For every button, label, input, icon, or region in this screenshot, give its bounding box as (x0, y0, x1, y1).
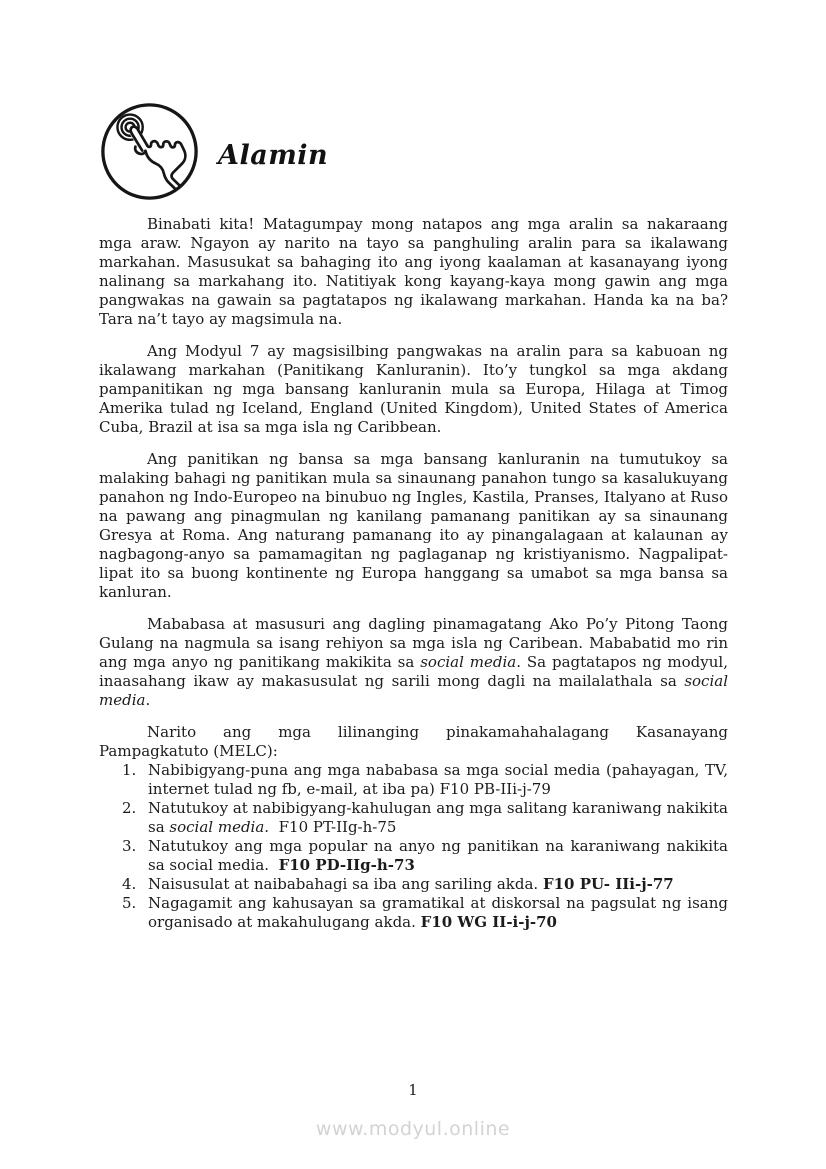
melc-item-text (148, 761, 728, 799)
item-text-italic: social media. (169, 818, 270, 836)
paragraph-text: Mababasa at masusuri ang dagling pinamagatang Ako Po’y Pitong Taong Gulang na nagmula sa isang rehiyon sa mga isla ng Caribean. Mababatid mo rin ang mga anyo ng panitikang makikita sa (99, 615, 728, 671)
paragraph-text: . (145, 691, 151, 709)
melc-item-number: 5. (122, 894, 137, 912)
melc-item-number: 4. (122, 875, 137, 893)
item-text: Nagagamit ang kahusayan sa gramatikal at diskorsal na pagsulat ng isang organisado at makahulugang akda. (148, 894, 728, 931)
item-text: Natutukoy at nabibigyang-kahulugan ang mga salitang karaniwang nakikita sa (148, 799, 728, 836)
item-code-bold: F10 WG II-i-j-70 (420, 913, 557, 931)
melc-item-number: 2. (122, 799, 137, 817)
item-code: F10 PT-IIg-h-75 (269, 818, 397, 836)
paragraph-text-italic: social media (99, 672, 728, 709)
intro-paragraph-4 (99, 615, 728, 710)
section-header (99, 100, 728, 202)
page-title: Alamin (218, 139, 329, 171)
melc-item-1 (99, 761, 728, 799)
melc-item-text (148, 894, 728, 932)
melc-item-text (148, 837, 728, 875)
melc-list (99, 761, 728, 932)
melc-item-text (148, 875, 728, 894)
melc-item-3 (99, 837, 728, 875)
melc-item-number: 1. (122, 761, 137, 779)
tap-hand-icon (99, 101, 200, 202)
intro-paragraph-1: Binabati kita! Matagumpay mong natapos ang mga aralin sa nakaraang mga araw. Ngayon ay narito na tayo sa panghuling aralin para sa ikalawang markahan. Masusukat sa bahaging ito ang iyong kaalaman at kasanayang iyong nalinang sa markahang ito. Natitiyak kong kayang-kaya mong gawin ang mga pangwakas na gawain sa pagtatapos ng ikalawang markahan. Handa ka na ba? Tara na’t tayo ay magsimula na. (99, 215, 728, 328)
melc-item-number: 3. (122, 837, 137, 855)
item-text: Nabibigyang-puna ang mga nababasa sa mga social media (pahayagan, TV, internet tulad ng fb, e-mail, at iba pa) F10 PB-IIi-j-79 (148, 761, 728, 798)
melc-lead-paragraph: Narito ang mga lilinanging pinakamahahalagang Kasanayang Pampagkatuto (MELC): (99, 723, 728, 760)
item-code-bold: F10 PD-IIg-h-73 (278, 856, 415, 874)
paragraph-text: . Sa pagtatapos ng modyul, inaasahang ikaw ay makasusulat ng sarili mong dagli na mailalathala sa (99, 653, 728, 690)
item-text: Natutukoy ang mga popular na anyo ng panitikan na karaniwang nakikita sa social media. (148, 837, 728, 874)
melc-item-4 (99, 875, 728, 894)
page-content (99, 100, 728, 932)
intro-paragraph-3: Ang panitikan ng bansa sa mga bansang kanluranin na tumutukoy sa malaking bahagi ng panitikan mula sa sinaunang panahon tungo sa kasalukuyang panahon ng Indo-Europeo na binubuo ng Ingles, Kastila, Pranses, Italyano at Ruso na pawang ang pinagmulan ng kanilang pamanang panitikan ay sa sinaunang Gresya at Roma. Ang naturang pamanang ito ay pinangalagaan at kalaunan ay nagbagong-anyo sa pamamagitan ng paglaganap ng kristiyanismo. Nagpalipat-lipat ito sa buong kontinente ng Europa hanggang sa umabot sa mga bansa sa kanluran. (99, 450, 728, 601)
melc-item-2 (99, 799, 728, 837)
melc-item-5 (99, 894, 728, 932)
melc-item-text (148, 799, 728, 837)
item-text: Naisusulat at naibabahagi sa iba ang sariling akda. (148, 875, 543, 893)
intro-paragraph-2: Ang Modyul 7 ay magsisilbing pangwakas na aralin para sa kabuoan ng ikalawang markahan (Panitikang Kanluranin). Ito’y tungkol sa mga akdang pampanitikan ng mga bansang kanluranin mula sa Europa, Hilaga at Timog Amerika tulad ng Iceland, England (United Kingdom), United States of America Cuba, Brazil at isa sa mga isla ng Caribbean. (99, 342, 728, 436)
page-number: 1 (408, 1081, 418, 1099)
item-code-bold: F10 PU- IIi-j-77 (542, 875, 674, 893)
paragraph-text-italic: social media (420, 653, 517, 671)
watermark: www.modyul.online (315, 1118, 511, 1140)
